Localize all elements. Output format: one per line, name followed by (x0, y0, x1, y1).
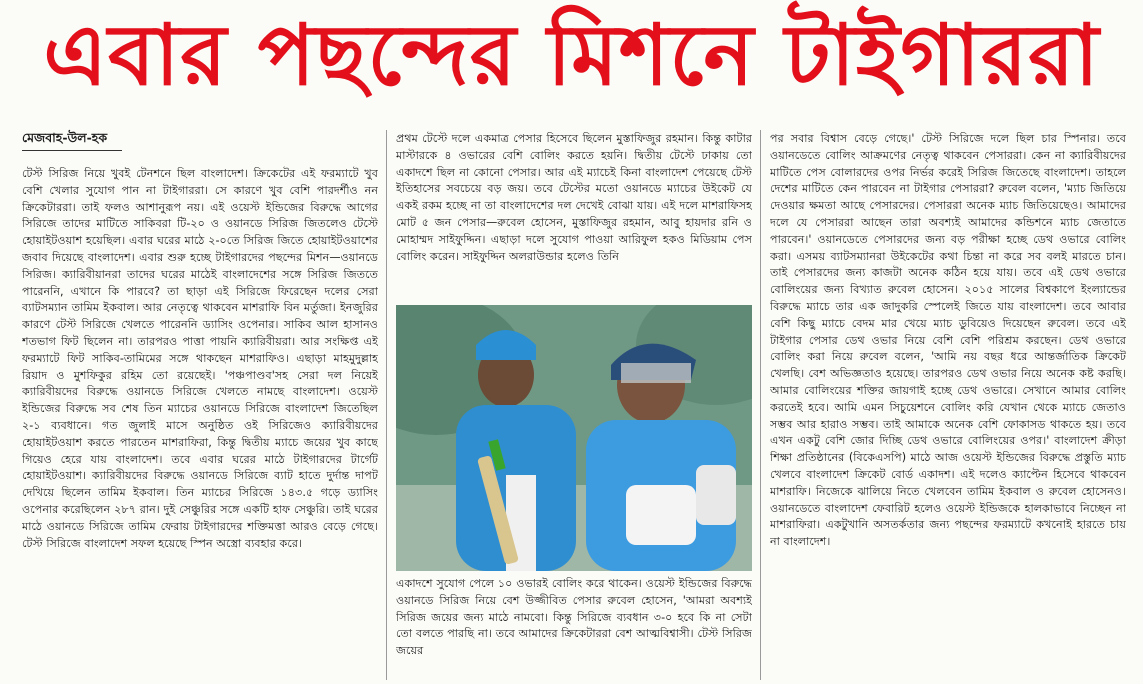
column-2-bottom-text: একাদশে সুযোগ পেলে ১০ ওভারই বোলিং করে থাকেন। ওয়েস্ট ইন্ডিজের বিরুদ্ধে ওয়ানডে সিরিজ নিয়ে বেশ উজ্জীবিত পেসার রুবেল হোসেন, 'আমরা অবশ্যই সিরিজ জয়ের জন্য মাঠে নামবো। কিন্তু সিরিজে ব্যবধান ৩-০ হবে কি না সেটা তো বলতে পারছি না। তবে আমাদের ক্রিকেটাররা বেশ আত্মবিশ্বাসী। টেস্ট সিরিজ জয়ের (396, 577, 752, 658)
column-divider (386, 130, 387, 680)
article-column-3 (770, 131, 1126, 680)
column-divider (760, 130, 761, 680)
byline: মেজবাহ-উল-হক (22, 130, 108, 145)
byline-underline (22, 150, 122, 151)
players-photo (396, 305, 752, 571)
article-column-2-top (396, 131, 752, 301)
headline: এবার পছন্দের মিশনে টাইগাররা (43, 5, 1100, 104)
column-1-text: টেস্ট সিরিজ নিয়ে খুবই টেনশনে ছিল বাংলাদেশ। ক্রিকেটের এই ফরম্যাটে খুব বেশি খেলার সুযোগ পান না টাইগাররা। সে কারণে খুব বেশি পারদর্শীও নন ক্রিকেটাররা। তাই ফলও আশানুরূপ নয়। এই ওয়েস্ট ইন্ডিজের বিরুদ্ধে আগের সিরিজে তাদের মাটিতে সাকিবরা টি-২০ ও ওয়ানডে সিরিজ জিতলেও টেস্টে হোয়াইটওয়াশ হয়েছিল। এবার ঘরের মাঠে ২-০তে সিরিজ জিতে হোয়াইটওয়াশের জবাব দিয়েছে বাংলাদেশ। এবার শুরু হচ্ছে টাইগারদের পছন্দের মিশন—ওয়ানডে সিরিজ। ক্যারিবীয়ানরা তাদের ঘরের মাঠেই বাংলাদেশের সঙ্গে সিরিজ জিততে পারেননি, এখানে কি পারবে? তা ছাড়া এই সিরিজে ফিরেছেন দলের সেরা ব্যাটসম্যান তামিম ইকবাল। আর নেতৃত্বে থাকবেন মাশরাফি বিন মর্তুজা। ইনজুরির কারণে টেস্ট সিরিজে খেলতে পারেননি ড্যাসিং ওপেনার। সাকিব আল হাসানও শতভাগ ফিট ছিলেন না। তারপরও পাত্তা পায়নি ক্যারিবীয়রা। আর সংক্ষিপ্ত এই ফরম্যাটে ফিট সাকিব-তামিমের সঙ্গে থাকছেন মাশরাফিও। এছাড়া মাহমুদুল্লাহ রিয়াদ ও মুশফিকুর রহিম তো রয়েছেই। 'পঞ্চপাণ্ডব'সহ সেরা দল নিয়েই ক্যারিবীয়দের বিরুদ্ধে ওয়ানডে সিরিজে খেলতে নামছে বাংলাদেশ। ওয়েস্ট ইন্ডিজের বিরুদ্ধে সব শেষ তিন ম্যাচের ওয়ানডে সিরিজে বাংলাদেশ জিতেছিল ২-১ ব্যবধানে। গত জুলাই মাসে অনুষ্ঠিত ওই সিরিজেও ক্যারিবীয়দের হোয়াইটওয়াশ করতে পারতেন মাশরাফিরা, কিন্তু দ্বিতীয় ম্যাচে জয়ের খুব কাছে গিয়েও হেরে যায় বাংলাদেশ। তবে এবার ঘরের মাঠে টাইগারদের টার্গেট হোয়াইটওয়াশ। ক্যারিবীয়দের বিরুদ্ধে ওয়ানডে সিরিজে ব্যাট হাতে দুর্দান্ত দাপট দেখিয়ে ছিলেন তামিম ইকবাল। তিন ম্যাচের সিরিজে ১৪৩.৫ গড়ে ড্যাসিং ওপেনার করেছিলেন ২৮৭ রান। দুই সেঞ্চুরির সঙ্গে একটি হাফ সেঞ্চুরি। তাই ঘরের মাঠে ওয়ানডে সিরিজে তামিম ফেরায় টাইগারদের শক্তিমত্তা আরও বেড়ে গেছে। টেস্ট সিরিজে বাংলাদেশ সফল হয়েছে স্পিন অস্ত্রো ব্যবহার করে। (22, 167, 378, 550)
article-column-1 (22, 166, 378, 680)
column-3-text: পর সবার বিশ্বাস বেড়ে গেছে।' টেস্ট সিরিজে দলে ছিল চার স্পিনার। তবে ওয়ানডেতে বোলিং আক্রমণের নেতৃত্ব থাকবেন পেসাররা। কেন না ক্যারিবীয়দের মাটিতে পেস বোলারদের ওপর নির্ভর করেই সিরিজ জিতেছে বাংলাদেশ। তাহলে দেশের মাটিতে কেন পারবেন না টাইগার পেসাররা? রুবেল বলেন, 'ম্যাচ জিতিয়ে দেওয়ার ক্ষমতা আছে পেসারদের। পেসাররা অনেক ম্যাচ জিতিয়েছেও। আমাদের দলে যে পেসাররা আছেন তারা অবশ্যই আমাদের কন্ডিশনে ম্যাচ জেতাতে পারবেন।' ওয়ানডেতে পেসারদের জন্য বড় পরীক্ষা হচ্ছে ডেথ ওভারে বোলিং করা। এসময় ব্যাটসম্যানরা উইকেটের কথা চিন্তা না করে সব বলই মারতে চান। তাই পেসারদের জন্য কাজটা অনেক কঠিন হয়ে যায়। তবে এই ডেথ ওভারে বোলিংয়ের জন্য বিখ্যাত রুবেল হোসেন। ২০১৫ সালের বিশ্বকাপে ইংল্যান্ডের বিরুদ্ধে ম্যাচে তার এক জাদুকরি স্পেলেই জিতে যায় বাংলাদেশ। তবে আবার বেশি কিছু ম্যাচে বেদম মার খেয়ে ম্যাচ ডুবিয়েও দিয়েছেন রুবেল। তবে এই টাইগার পেসার ডেথ ওভার নিয়ে বেশি বেশি পরিশ্রম করছেন। ডেথ ওভারে বোলিং করা নিয়ে রুবেল বলেন, 'আমি নয় বছর ধরে আন্তর্জাতিক ক্রিকেট খেলছি। বেশ অভিজ্ঞতাও হয়েছে। তারপরও ডেথ ওভার নিয়ে অনেক কষ্ট করছি। আমার বোলিংয়ের শক্তির জায়গাই হচ্ছে ডেথ ওভারে। সেখানে আমার বোলিং করতেই হবে। আমি এমন সিচুয়েশনে বোলিং করি যেখান থেকে ম্যাচে জেতাও সম্ভব আর হারাও সম্ভব। তাই আমাকে অনেক বেশি ফোকাসড থাকতে হয়। তবে এখন একটু বেশি জোর দিচ্ছি ডেথ ওভারে বোলিংয়ের ওপর।' বাংলাদেশ ক্রীড়া শিক্ষা প্রতিষ্ঠানের (বিকেএসপি) মাঠে আজ ওয়েস্ট ইন্ডিজের বিরুদ্ধে প্রস্তুতি ম্যাচ খেলবে বাংলাদেশ ক্রিকেট বোর্ড একাদশ। এই দলেও ক্যাপ্টেন হিসেবে থাকবেন মাশরাফি। নিজেকে ঝালিয়ে নিতে খেলবেন তামিম ইকবাল ও রুবেল হোসেনও। ওয়ানডেতে বাংলাদেশ ফেবারিট হলেও ওয়েস্ট ইন্ডিজকে হালকাভাবে নিচ্ছেন না মাশরাফিরা। একটুখানি অসতর্কতার জন্য পছন্দের ফরম্যাটে কখনোই হারতে চায় না বাংলাদেশ। (770, 132, 1126, 549)
column-2-top-text: প্রথম টেস্টে দলে একমাত্র পেসার হিসেবে ছিলেন মুস্তাফিজুর রহমান। কিন্তু কাটার মাস্টারকে ৪ ওভারের বেশি বোলিং করতে হয়নি। দ্বিতীয় টেস্টে ঢাকায় তো একাদশে ছিল না কোনো পেসার। আর এই ম্যাচেই কিনা বাংলাদেশ পেয়েছে টেস্ট ইতিহাসের সবচেয়ে বড় জয়। তবে টেস্টের মতো ওয়ানডে ম্যাচের উইকেট যে একই রকম হচ্ছে না তা বাংলাদেশের দল দেখেই বোঝা যায়। এই দলে মাশরাফিসহ মোট ৫ জন পেসার—রুবেল হোসেন, মুস্তাফিজুর রহমান, আবু হায়দার রনি ও মোহাম্মদ সাইফুদ্দিন। এছাড়া দলে সুযোগ পাওয়া আরিফুল হকও মিডিয়াম পেস বোলিং করেন। সাইফুদ্দিন অলরাউন্ডার হলেও তিনি (396, 132, 752, 263)
article-column-2-bottom (396, 576, 752, 680)
photo-illustration (396, 305, 752, 571)
